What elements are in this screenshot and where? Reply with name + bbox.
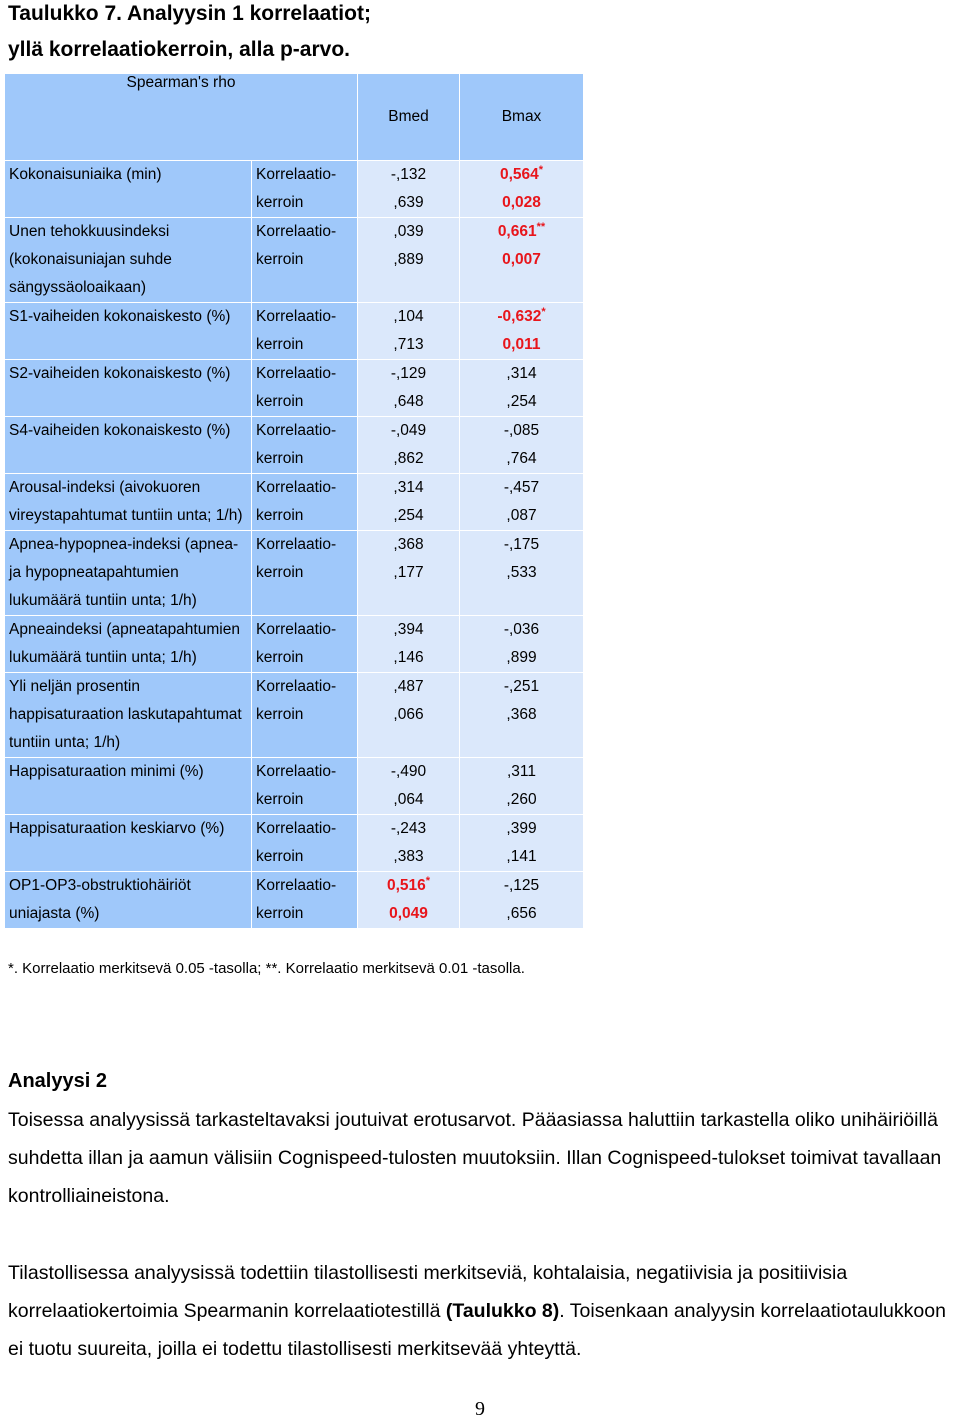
bmax-cell-p-value [460,502,583,530]
statistic-label-line-text: kerroin [256,194,304,211]
bmax-cell [460,815,584,872]
bmax-cell-p-value-text: ,656 [506,905,537,922]
statistic-label [252,161,358,218]
statistic-label-line [256,786,353,814]
row-label-line-text: Arousal-indeksi (aivokuoren [9,479,201,496]
row-label-line [9,531,247,559]
column-header-bmed: Bmed [358,74,460,161]
statistic-label-line-text: kerroin [256,706,304,723]
row-label-line-text: uniajasta (%) [9,905,100,922]
bmax-cell-p-value [460,189,583,217]
row-label [5,474,252,531]
bmed-cell-p-value-text: ,146 [393,649,424,666]
statistic-label-line-text: Korrelaatio- [256,308,337,325]
bmax-cell-coefficient-text: -,036 [503,621,540,638]
row-label-line-text: (kokonaisuniajan suhde [9,251,172,268]
bmed-cell-p-value-text: ,066 [393,706,424,723]
bmax-cell-p-value-text: ,764 [506,450,537,467]
table-caption-line-1: Taulukko 7. Analyysin 1 korrelaatiot; [8,2,371,25]
bmax-cell-p-value [460,559,583,587]
bmax-cell-coefficient-text: -,125 [503,877,540,894]
table-row [5,474,584,531]
bmed-cell-coefficient-text: -,049 [390,422,427,439]
bmax-cell-coefficient [460,360,583,388]
bmed-cell-p-value [358,900,459,928]
row-label-line-text: Apnea-hypopnea-indeksi (apnea- [9,536,239,553]
bmed-cell [358,673,460,758]
statistic-label-line [256,388,353,416]
bmed-cell-p-value-text: ,383 [393,848,424,865]
bmed-cell-coefficient-text: -,243 [390,820,427,837]
row-label [5,872,252,929]
bmax-cell-p-value [460,445,583,473]
row-label-line-text: happisaturaation laskutapahtumat [9,706,242,723]
bmax-cell-p-value-text: 0,011 [502,336,541,353]
statistic-label-line-text: kerroin [256,336,304,353]
bmax-cell-coefficient [460,872,583,900]
statistic-label-line-text: kerroin [256,450,304,467]
bmed-cell-coefficient [358,616,459,644]
bmax-cell-p-value-text: ,368 [506,706,537,723]
section-heading: Analyysi 2 [8,1070,107,1092]
bmax-cell [460,758,584,815]
bmax-cell [460,616,584,673]
statistic-label-line [256,758,353,786]
row-label [5,616,252,673]
row-label-line [9,758,247,786]
bmax-cell-p-value [460,644,583,672]
row-label-line [9,303,247,331]
row-label-line [9,701,247,729]
bmed-cell-p-value-text: ,889 [393,251,424,268]
bmed-cell-coefficient-text: ,104 [393,308,424,325]
bmed-cell-p-value-text: ,862 [393,450,424,467]
table-row [5,616,584,673]
statistic-label-line-text: kerroin [256,791,304,808]
bmax-cell-coefficient [460,417,583,445]
table-row [5,815,584,872]
bmed-cell-coefficient [358,673,459,701]
bmed-cell-p-value [358,644,459,672]
table-row [5,758,584,815]
bmed-cell-coefficient [358,360,459,388]
significance-marker: * [541,305,546,318]
bmax-cell [460,303,584,360]
statistic-label-line-text: kerroin [256,393,304,410]
row-label-line-text: Kokonaisuniaika (min) [9,166,162,183]
bmax-cell-coefficient [460,474,583,502]
table-caption-line-2: yllä korrelaatiokerroin, alla p-arvo. [8,38,350,61]
statistic-label-line [256,445,353,473]
paragraph-2-text-a: Tilastollisessa analyysissä todettiin tilastollisesti merkitseviä, kohtalaisia, negatiivisia ja positiivisia korrelaatiokertoimia Spearmanin korrelaatiotestillä [8,1262,848,1322]
row-label [5,218,252,303]
statistic-label-line [256,189,353,217]
corner-header-spearmans-rho: Spearman's rho [5,74,358,161]
bmed-cell-coefficient [358,872,459,900]
statistic-label-line [256,218,353,246]
bmax-cell [460,417,584,474]
bmax-cell [460,161,584,218]
statistic-label-line-text: Korrelaatio- [256,365,337,382]
statistic-label [252,616,358,673]
bmax-cell-p-value [460,388,583,416]
row-label-line-text: Happisaturaation keskiarvo (%) [9,820,225,837]
significance-marker: * [538,163,544,176]
bmax-cell-coefficient [460,616,583,644]
statistic-label-line [256,474,353,502]
row-label-line [9,161,247,189]
row-label [5,758,252,815]
row-label [5,303,252,360]
bmax-cell-p-value [460,843,583,871]
statistic-label-line [256,644,353,672]
bmed-cell-coefficient-text: ,394 [393,621,424,638]
bmax-cell-p-value-text: 0,028 [502,194,541,211]
paragraph-2-table-ref: (Taulukko 8) [445,1300,560,1322]
statistic-label [252,474,358,531]
bmed-cell-p-value-text: ,177 [393,564,424,581]
bmax-cell-coefficient [460,303,583,331]
bmed-cell [358,360,460,417]
statistic-label-line [256,673,353,701]
significance-marker: * [425,874,431,887]
bmax-cell-p-value [460,246,583,274]
bmax-cell-coefficient-text: ,311 [506,763,537,780]
significance-marker: ** [536,220,546,233]
statistic-label-line [256,900,353,928]
statistic-label-line-text: Korrelaatio- [256,621,337,638]
bmed-cell-p-value [358,786,459,814]
statistic-label-line [256,331,353,359]
bmed-cell [358,758,460,815]
statistic-label-line [256,303,353,331]
bmed-cell-p-value-text: ,254 [393,507,424,524]
bmed-cell-p-value [358,189,459,217]
statistic-label-line-text: Korrelaatio- [256,166,337,183]
bmed-cell-coefficient-text: 0,516 [386,877,426,894]
statistic-label-line [256,417,353,445]
bmed-cell-coefficient [358,531,459,559]
row-label-line [9,218,247,246]
bmed-cell [358,161,460,218]
row-label-line-text: Apneaindeksi (apneatapahtumien [9,621,240,638]
bmax-cell-coefficient-text: ,314 [506,365,537,382]
bmax-cell-p-value-text: ,260 [506,791,537,808]
bmed-cell-p-value [358,559,459,587]
table-row [5,303,584,360]
bmax-cell-coefficient-text: 0,661 [497,223,537,240]
statistic-label [252,218,358,303]
table-row [5,872,584,929]
bmed-cell-coefficient-text: -,490 [390,763,427,780]
bmed-cell [358,815,460,872]
statistic-label-line-text: Korrelaatio- [256,223,337,240]
bmax-cell-coefficient-text: ,399 [506,820,537,837]
bmed-cell-p-value-text: ,713 [393,336,424,353]
statistic-label-line-text: kerroin [256,649,304,666]
bmax-cell-coefficient-text: -,251 [503,678,540,695]
bmed-cell [358,872,460,929]
table-footnote: *. Korrelaatio merkitsevä 0.05 -tasolla; **. Korrelaatio merkitsevä 0.01 -tasolla. [8,960,525,977]
statistic-label-line-text: Korrelaatio- [256,877,337,894]
statistic-label-line [256,531,353,559]
bmax-cell-coefficient [460,218,583,246]
row-label-line [9,900,247,928]
statistic-label-line-text: kerroin [256,251,304,268]
bmax-cell-coefficient [460,758,583,786]
statistic-label-line [256,616,353,644]
bmax-cell-coefficient-text: 0,564 [499,166,539,183]
bmed-cell [358,417,460,474]
statistic-label-line [256,559,353,587]
row-label-line [9,729,247,757]
row-label-line [9,360,247,388]
bmed-cell-coefficient [358,161,459,189]
bmax-cell-coefficient [460,161,583,189]
row-label-line-text: ja hypopneatapahtumien [9,564,179,581]
table-row [5,531,584,616]
row-label-line-text: sängyssäoloaikaan) [9,279,147,296]
bmax-cell-coefficient-text: -,457 [503,479,540,496]
row-label-line-text: S4-vaiheiden kokonaiskesto (%) [9,422,231,439]
bmax-cell [460,218,584,303]
row-label [5,815,252,872]
row-label [5,417,252,474]
row-label-line [9,587,247,615]
statistic-label-line-text: Korrelaatio- [256,479,337,496]
table-row [5,417,584,474]
statistic-label-line-text: Korrelaatio- [256,678,337,695]
statistic-label [252,303,358,360]
row-label-line-text: Unen tehokkuusindeksi [9,223,170,240]
row-label-line [9,474,247,502]
statistic-label-line-text: Korrelaatio- [256,763,337,780]
bmed-cell-coefficient [358,758,459,786]
statistic-label-line-text: kerroin [256,905,304,922]
bmax-cell [460,474,584,531]
bmax-cell-p-value-text: ,533 [506,564,537,581]
bmax-cell-coefficient [460,673,583,701]
row-label-line [9,559,247,587]
row-label-line-text: S1-vaiheiden kokonaiskesto (%) [9,308,231,325]
bmed-cell-p-value [358,502,459,530]
bmed-cell-p-value [358,445,459,473]
statistic-label-line-text: kerroin [256,564,304,581]
bmed-cell-p-value-text: ,639 [393,194,424,211]
bmax-cell-p-value [460,331,583,359]
statistic-label-line-text: kerroin [256,848,304,865]
bmax-cell [460,531,584,616]
row-label [5,531,252,616]
bmed-cell [358,474,460,531]
bmed-cell [358,616,460,673]
statistic-label-line-text: Korrelaatio- [256,536,337,553]
row-label-line [9,417,247,445]
row-label-line-text: lukumäärä tuntiin unta; 1/h) [9,649,197,666]
statistic-label [252,872,358,929]
row-label-line-text: Happisaturaation minimi (%) [9,763,204,780]
bmed-cell-coefficient [358,815,459,843]
bmax-cell-p-value-text: ,254 [506,393,537,410]
statistic-label-line-text: kerroin [256,507,304,524]
bmax-cell-p-value [460,900,583,928]
bmed-cell-coefficient-text: ,314 [393,479,424,496]
bmax-cell [460,360,584,417]
row-label-line-text: OP1-OP3-obstruktiohäiriöt [9,877,191,894]
bmed-cell-p-value [358,388,459,416]
table-row [5,673,584,758]
bmax-cell-coefficient-text: -,085 [503,422,540,439]
statistic-label-line [256,872,353,900]
bmed-cell-coefficient [358,474,459,502]
bmed-cell-p-value [358,331,459,359]
statistic-label [252,673,358,758]
row-label-line-text: lukumäärä tuntiin unta; 1/h) [9,592,197,609]
bmed-cell-coefficient [358,417,459,445]
statistic-label [252,531,358,616]
statistic-label-line [256,161,353,189]
row-label [5,673,252,758]
bmax-cell-coefficient-text: -,175 [503,536,540,553]
bmed-cell [358,218,460,303]
bmed-cell-p-value [358,701,459,729]
statistic-label-line [256,502,353,530]
statistic-label-line-text: Korrelaatio- [256,820,337,837]
statistic-label-line [256,843,353,871]
bmed-cell-coefficient-text: ,487 [393,678,424,695]
column-header-bmax: Bmax [460,74,584,161]
bmed-cell-coefficient [358,303,459,331]
bmax-cell-p-value-text: ,141 [506,848,537,865]
bmax-cell-coefficient-text: -0,632 [497,308,542,325]
table-row [5,360,584,417]
bmed-cell [358,303,460,360]
bmed-cell-p-value [358,843,459,871]
statistic-label-line [256,701,353,729]
bmax-cell-coefficient [460,531,583,559]
row-label-line [9,872,247,900]
statistic-label [252,758,358,815]
bmax-cell-p-value-text: ,087 [506,507,537,524]
bmax-cell-p-value [460,701,583,729]
row-label [5,161,252,218]
row-label-line [9,274,247,302]
bmax-cell-p-value-text: ,899 [506,649,537,666]
row-label-line-text: tuntiin unta; 1/h) [9,734,121,751]
statistic-label-line [256,360,353,388]
row-label-line-text: S2-vaiheiden kokonaiskesto (%) [9,365,231,382]
table-row [5,161,584,218]
row-label-line [9,673,247,701]
bmax-cell-p-value-text: 0,007 [502,251,541,268]
row-label-line [9,644,247,672]
bmed-cell [358,531,460,616]
statistic-label [252,815,358,872]
row-label-line [9,502,247,530]
statistic-label-line [256,815,353,843]
bmed-cell-p-value-text: 0,049 [389,905,428,922]
paragraph-2 [8,1254,960,1368]
statistic-label-line-text: Korrelaatio- [256,422,337,439]
row-label-line [9,815,247,843]
correlation-table [4,73,584,929]
bmed-cell-coefficient [358,218,459,246]
table-header-row [5,74,584,161]
bmax-cell [460,872,584,929]
bmax-cell-coefficient [460,815,583,843]
bmed-cell-coefficient-text: ,368 [393,536,424,553]
bmax-cell [460,673,584,758]
bmax-cell-p-value [460,786,583,814]
bmed-cell-coefficient-text: -,132 [390,166,427,183]
row-label-line-text: Yli neljän prosentin [9,678,140,695]
bmed-cell-p-value [358,246,459,274]
statistic-label [252,360,358,417]
bmed-cell-p-value-text: ,064 [393,791,424,808]
paragraph-1: Toisessa analyysissä tarkasteltavaksi joutuivat erotusarvot. Pääasiassa haluttiin tarkastella oliko unihäiriöillä suhdetta illan ja aamun välisiin Cognispeed-tulosten muutoksiin. Illan Cognispeed-tulokset toimivat tavallaan kontrolliaineistona. [8,1109,942,1207]
statistic-label [252,417,358,474]
bmed-cell-coefficient-text: ,039 [393,223,424,240]
row-label [5,360,252,417]
row-label-line-text: vireystapahtumat tuntiin unta; 1/h) [9,507,243,524]
row-label-line [9,246,247,274]
bmed-cell-p-value-text: ,648 [393,393,424,410]
paragraph-2-text-b: . Toisenkaan analyysin korrelaatiotaulukkoon ei tuotu suureita, joilla ei todettu tilastollisesti merkitsevää yhteyttä. [8,1300,946,1360]
page-number: 9 [475,1398,485,1420]
row-label-line [9,616,247,644]
statistic-label-line [256,246,353,274]
table-row [5,218,584,303]
bmed-cell-coefficient-text: -,129 [390,365,427,382]
